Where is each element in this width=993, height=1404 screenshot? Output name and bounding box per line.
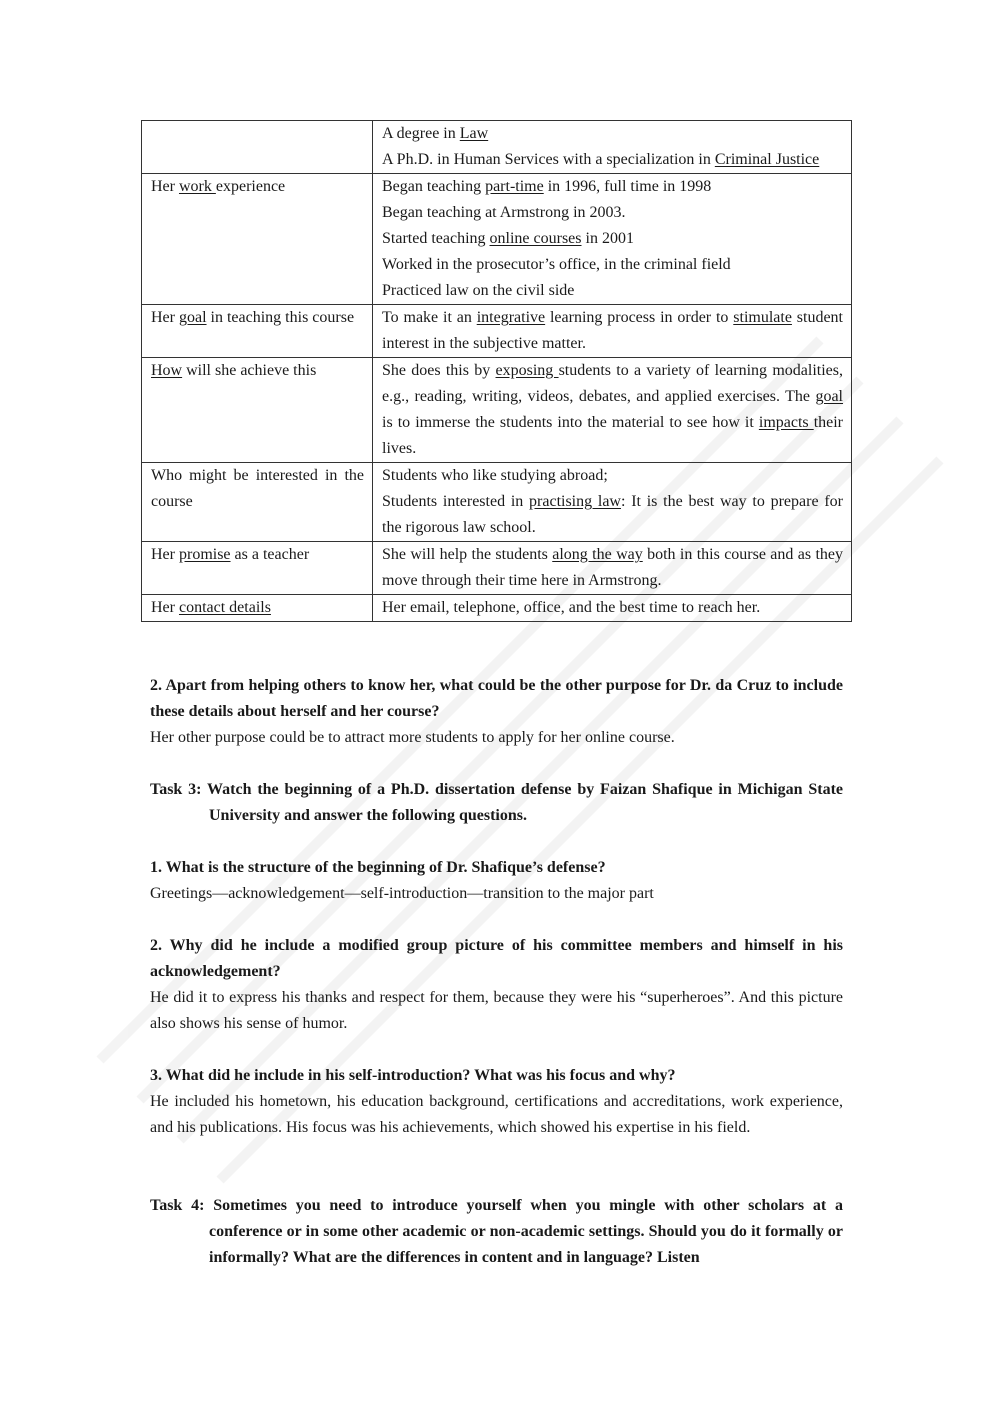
question-heading: 3. What did he include in his self-introduction? What was his focus and why? [150, 1067, 676, 1084]
text-run: Worked in the prosecutor’s office, in the criminal field [382, 256, 731, 273]
task-3-question-2 [150, 933, 843, 1037]
table-row [142, 174, 852, 305]
table-cell-label [142, 358, 373, 463]
table-cell-label [142, 121, 373, 174]
text-run: To make it an [382, 309, 477, 326]
text-run: Began teaching at Armstrong in 2003. [382, 204, 626, 221]
underlined-term: work [178, 178, 216, 195]
table-cell-value [373, 542, 852, 595]
task-4-heading-block [150, 1193, 843, 1271]
answer-text: Her other purpose could be to attract more students to apply for her online course. [150, 729, 675, 746]
task-3-question-1 [150, 855, 843, 907]
text-run: A degree in [382, 125, 460, 142]
text-run: Her email, telephone, office, and the best time to reach her. [382, 599, 761, 616]
text-run: in teaching this course [206, 309, 355, 326]
text-run: is to immerse the students into the material to see how it [382, 414, 759, 431]
text-run: Began teaching [382, 178, 486, 195]
cell-line [382, 489, 843, 541]
underlined-term: How [151, 362, 183, 379]
info-table [141, 120, 852, 622]
underlined-term: integrative [476, 309, 546, 326]
text-run: will she achieve this [182, 362, 317, 379]
text-run: Her [151, 599, 179, 616]
text-run: Practiced law on the civil side [382, 282, 575, 299]
table-cell-label [142, 174, 373, 305]
cell-line [382, 121, 843, 147]
underlined-term: practising law [529, 493, 621, 510]
text-run: Students who like studying abroad; [382, 467, 608, 484]
text-run: as a teacher [230, 546, 310, 563]
text-run: She does this by [382, 362, 496, 379]
cell-line [382, 542, 843, 594]
text-run: both in this course and as they move through their time here in Armstrong. [382, 546, 844, 589]
underlined-term: along the way [552, 546, 643, 563]
underlined-term: online courses [489, 230, 582, 247]
underlined-term: part-time [485, 178, 544, 195]
table-cell-value [373, 305, 852, 358]
text-run: Who might be interested in the course [151, 467, 364, 510]
text-run: She will help the students [382, 546, 553, 563]
cell-line [382, 174, 843, 200]
table-cell-value [373, 358, 852, 463]
cell-line [382, 147, 843, 173]
task-heading: Task 4: Sometimes you need to introduce yourself when you mingle with other scholars at a conference or in some other academic or non-academic settings. Should you do it formally or informally? What are the differences in content and in language? Listen [150, 1197, 843, 1266]
text-run: their lives. [382, 414, 844, 457]
table-cell-value [373, 463, 852, 542]
underlined-term: promise [178, 546, 231, 563]
text-run: learning process in order to [545, 309, 734, 326]
table-cell-label [142, 542, 373, 595]
table-row [142, 542, 852, 595]
table-row [142, 463, 852, 542]
cell-line [382, 200, 843, 226]
text-run: Her [151, 178, 179, 195]
cell-line [382, 226, 843, 252]
question-heading: 2. Why did he include a modified group picture of his committee members and himself in his acknowledgement? [150, 937, 843, 980]
table-cell-label [142, 463, 373, 542]
question-heading: 1. What is the structure of the beginning of Dr. Shafique’s defense? [150, 859, 606, 876]
text-run: : It is the best way to prepare for the rigorous law school. [382, 493, 843, 536]
text-run: Her [151, 546, 179, 563]
question-2-block [150, 673, 843, 751]
text-run: Students interested in [382, 493, 530, 510]
task-3-question-3 [150, 1063, 843, 1141]
text-run: Started teaching [382, 230, 490, 247]
underlined-term: Criminal Justice [714, 151, 820, 168]
underlined-term: stimulate [733, 309, 792, 326]
text-run: in 2001 [581, 230, 634, 247]
underlined-term: goal [815, 388, 843, 405]
underlined-term: impacts [758, 414, 814, 431]
table-row [142, 358, 852, 463]
text-run: in 1996, full time in 1998 [543, 178, 712, 195]
underlined-term: Law [459, 125, 489, 142]
table-cell-value [373, 174, 852, 305]
table-cell-value [373, 121, 852, 174]
text-run: A Ph.D. in Human Services with a specialization in [382, 151, 715, 168]
table-cell-label [142, 595, 373, 622]
underlined-term: goal [178, 309, 207, 326]
page-content [141, 120, 852, 622]
table-cell-label [142, 305, 373, 358]
task-3-heading-block [150, 777, 843, 829]
answer-text: Greetings—acknowledgement—self-introduction—transition to the major part [150, 885, 654, 902]
table-row [142, 121, 852, 174]
text-run: students to a variety of learning modalities, e.g., reading, writing, videos, debates, and applied exercises. The [382, 362, 843, 405]
text-run: experience [215, 178, 286, 195]
text-run: Her [151, 309, 179, 326]
table-cell-value [373, 595, 852, 622]
table-row [142, 595, 852, 622]
cell-line [382, 358, 843, 462]
task-heading: Task 3: Watch the beginning of a Ph.D. dissertation defense by Faizan Shafique in Michigan State University and answer the following questions. [150, 781, 843, 824]
answer-text: He did it to express his thanks and respect for them, because they were his “superheroes”. And this picture also shows his sense of humor. [150, 989, 843, 1032]
underlined-term: exposing [495, 362, 559, 379]
answer-text: He included his hometown, his education background, certifications and accreditations, work experience, and his publications. His focus was his achievements, which showed his expertise in his field. [150, 1093, 843, 1136]
cell-line [382, 252, 843, 278]
cell-line [382, 463, 843, 489]
underlined-term: contact details [178, 599, 271, 616]
table-row [142, 305, 852, 358]
cell-line [382, 278, 843, 304]
text-run: student interest in the subjective matter. [382, 309, 844, 352]
cell-line [382, 305, 843, 357]
cell-line [382, 595, 843, 621]
question-heading: 2. Apart from helping others to know her, what could be the other purpose for Dr. da Cruz to include these details about herself and her course? [150, 677, 843, 720]
